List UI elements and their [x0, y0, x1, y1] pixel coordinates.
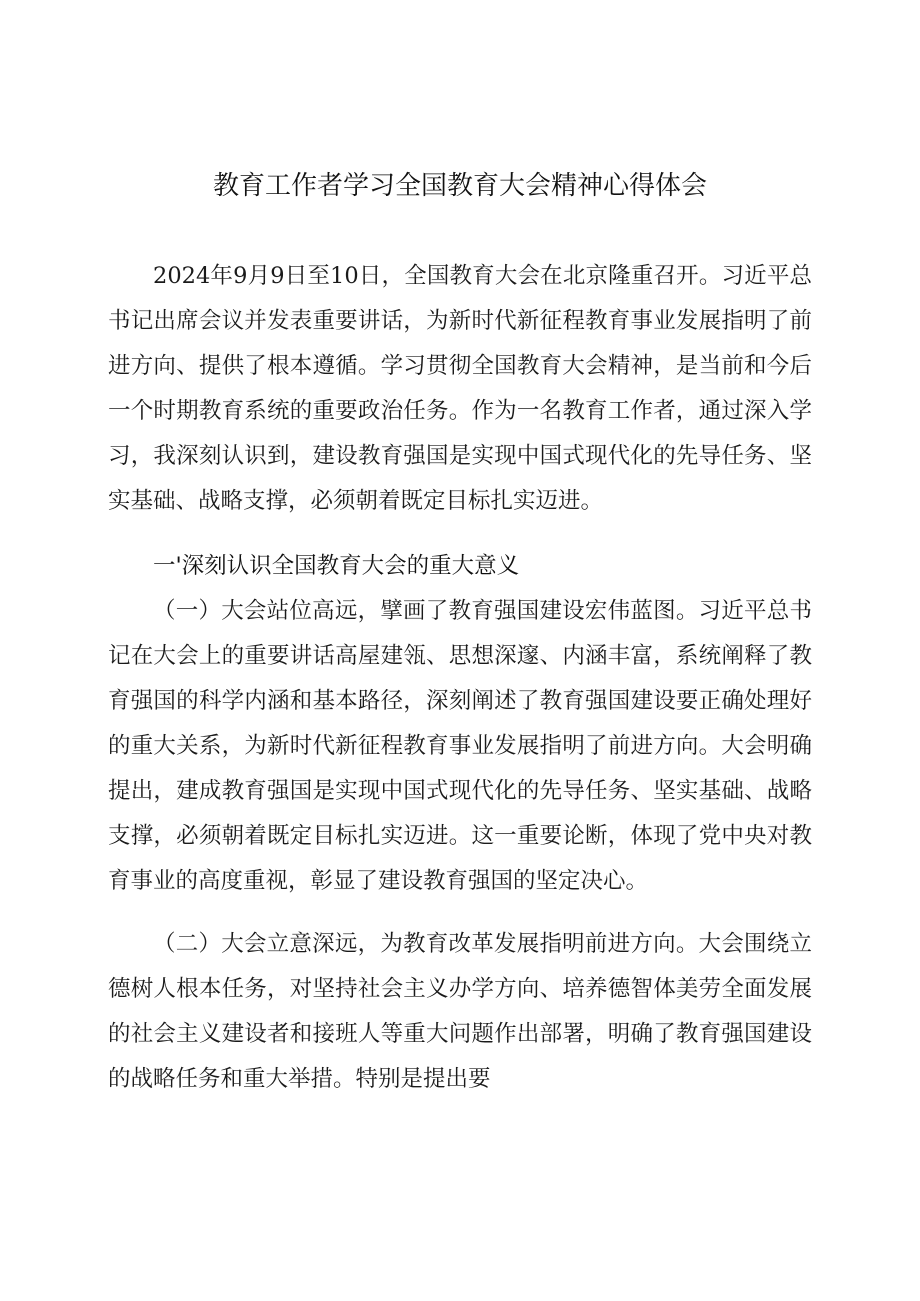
- document-title: 教育工作者学习全国教育大会精神心得体会: [212, 171, 707, 201]
- paragraph-intro: 2024年9月9日至10日，全国教育大会在北京隆重召开。习近平总书记出席会议并发表重要讲话，为新时代新征程教育事业发展指明了前进方向、提供了根本遵循。学习贯彻全国教育大会精神，是当前和今后一个时期教育系统的重要政治任务。作为一名教育工作者，通过深入学习，我深刻认识到，建设教育强国是实现中国式现代化的先导任务、坚实基础、战略支撑，必须朝着既定目标扎实迈进。: [108, 263, 812, 514]
- paragraph-section-1-part-2: （二）大会立意深远，为教育改革发展指明前进方向。大会围绕立德树人根本任务，对坚持社会主义办学方向、培养德智体美劳全面发展的社会主义建设者和接班人等重大问题作出部署，明确了教育强国建设的战略任务和重大举措。特别是提出要: [108, 931, 812, 1092]
- paragraph-section-1-part-1: （一）大会站位高远，擘画了教育强国建设宏伟蓝图。习近平总书记在大会上的重要讲话高屋建瓴、思想深邃、内涵丰富，系统阐释了教育强国的科学内涵和基本路径，深刻阐述了教育强国建设要正确处理好的重大关系，为新时代新征程教育事业发展指明了前进方向。大会明确提出，建成教育强国是实现中国式现代化的先导任务、坚实基础、战略支撑，必须朝着既定目标扎实迈进。这一重要论断，体现了党中央对教育事业的高度重视，彰显了建设教育强国的坚定决心。: [108, 598, 812, 894]
- section-heading-1: 一'深刻认识全国教育大会的重大意义: [153, 553, 520, 579]
- document-body: [108, 254, 812, 1102]
